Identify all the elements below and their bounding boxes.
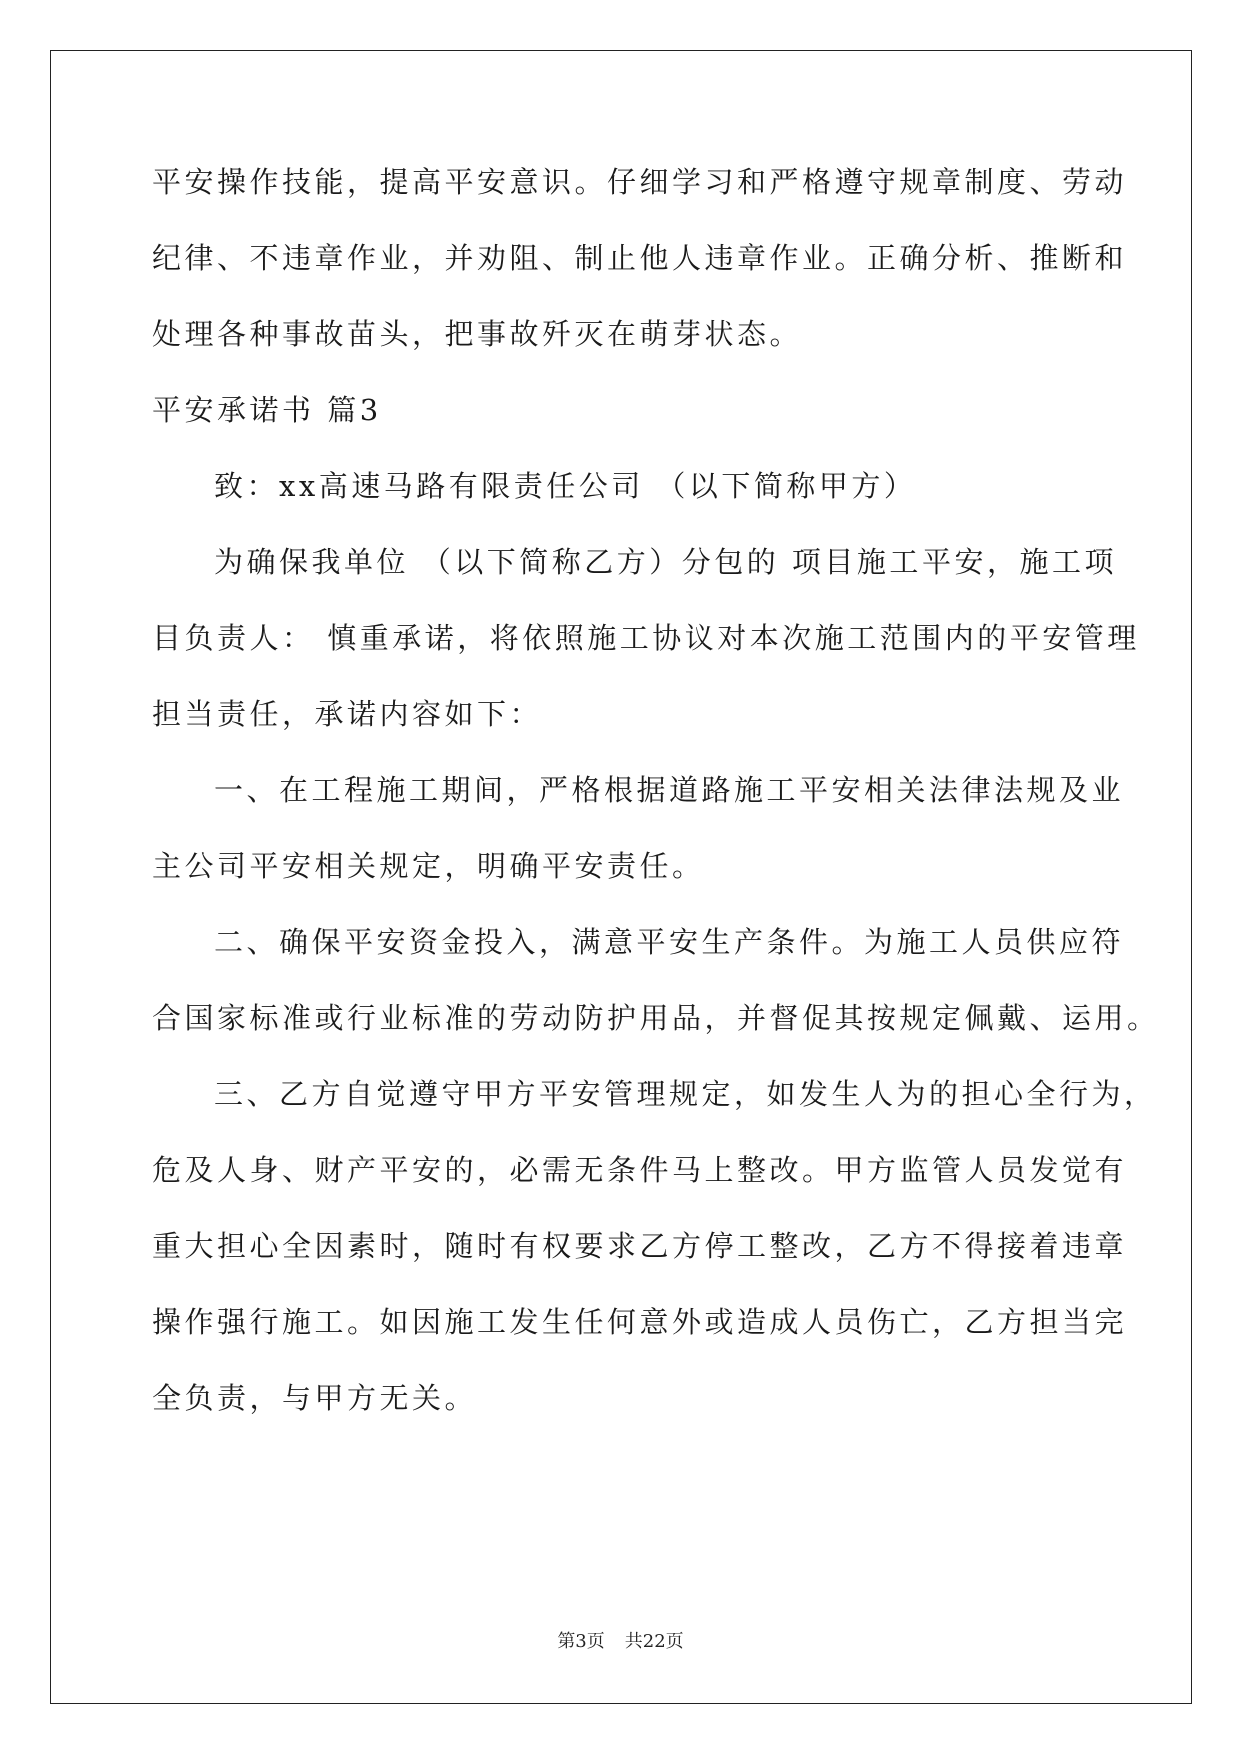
section-heading: 平安承诺书 篇3 <box>152 393 382 427</box>
text-line: 重大担心全因素时，随时有权要求乙方停工整改，乙方不得接着违章 <box>152 1229 1128 1263</box>
page-total: 共22页 <box>624 1631 684 1652</box>
text-line: 操作强行施工。如因施工发生任何意外或造成人员伤亡，乙方担当完 <box>152 1305 1128 1339</box>
text-line: 一、在工程施工期间，严格根据道路施工平安相关法律法规及业 <box>214 773 1125 807</box>
page-footer <box>0 1630 1241 1654</box>
page-number: 第3页 <box>557 1631 605 1652</box>
text-line: 合国家标准或行业标准的劳动防护用品，并督促其按规定佩戴、运用。 <box>152 1001 1160 1035</box>
text-line: 危及人身、财产平安的，必需无条件马上整改。甲方监管人员发觉有 <box>152 1153 1128 1187</box>
text-line: 平安操作技能，提高平安意识。仔细学习和严格遵守规章制度、劳动 <box>152 165 1128 199</box>
text-line: 为确保我单位 （以下简称乙方）分包的 项目施工平安，施工项 <box>214 545 1117 579</box>
text-line: 全负责，与甲方无关。 <box>152 1381 478 1415</box>
text-line: 担当责任，承诺内容如下： <box>152 697 543 731</box>
text-line: 二、确保平安资金投入，满意平安生产条件。为施工人员供应符 <box>214 925 1125 959</box>
text-line: 目负责人： 慎重承诺，将依照施工协议对本次施工范围内的平安管理 <box>152 621 1140 655</box>
text-line: 主公司平安相关规定，明确平安责任。 <box>152 849 705 883</box>
addressee-line: 致：xx高速马路有限责任公司 （以下简称甲方） <box>214 469 917 503</box>
text-line: 三、乙方自觉遵守甲方平安管理规定，如发生人为的担心全行为， <box>214 1077 1157 1111</box>
text-line: 处理各种事故苗头，把事故歼灭在萌芽状态。 <box>152 317 803 351</box>
text-line: 纪律、不违章作业，并劝阻、制止他人违章作业。正确分析、推断和 <box>152 241 1128 275</box>
